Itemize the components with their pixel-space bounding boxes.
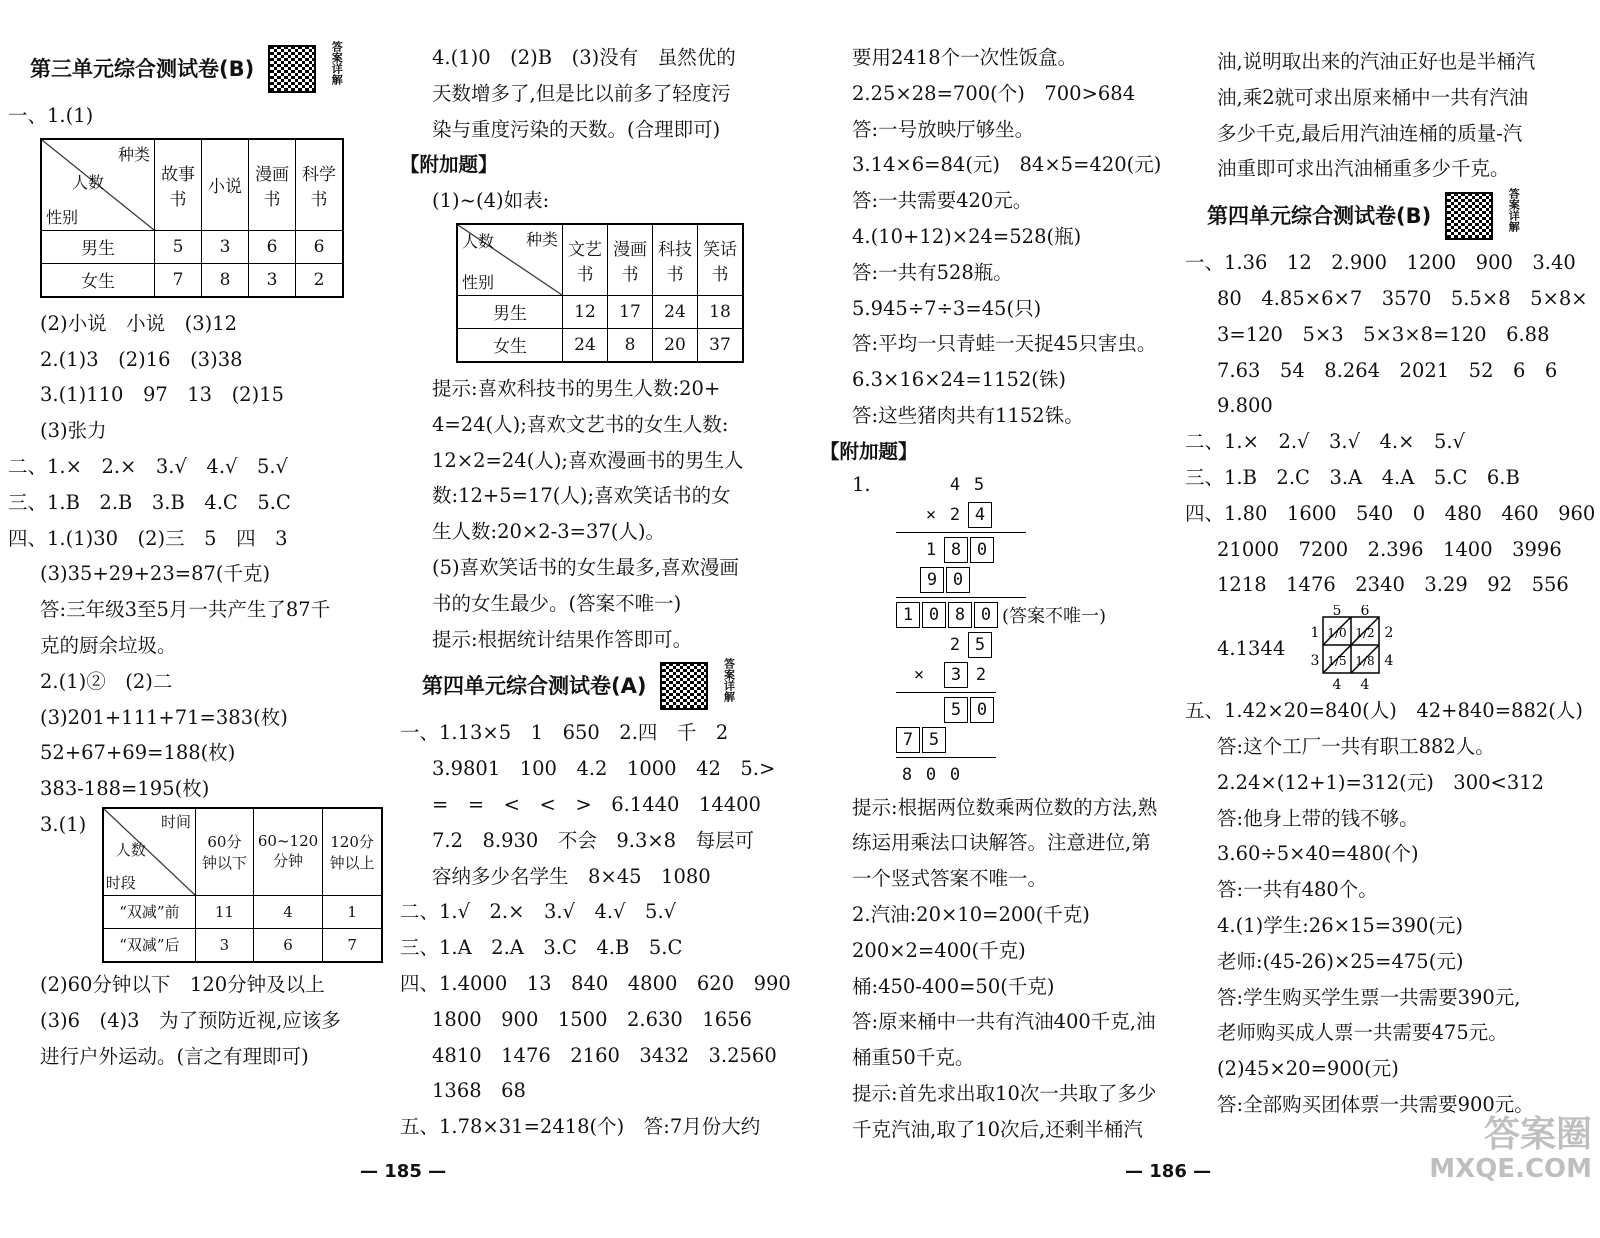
text-line: (1)~(4)如表: [432,189,550,213]
text-line: 2.(1)3 (2)16 (3)38 [40,347,243,371]
digit: 1 [925,539,937,560]
text-line: 答:这个工厂一共有职工882人。 [1217,734,1495,758]
table-header: 文艺书 [563,224,608,296]
table-corner [457,224,563,296]
lattice-right: 2 [1384,625,1394,642]
digit: 2 [949,634,961,655]
stats-table-3 [456,223,744,363]
text-line: 答:一共有528瓶。 [852,260,1013,284]
table-cell: 18 [698,295,744,328]
text-line: 答:全部购买团体票一共需要900元。 [1217,1092,1534,1116]
digit-box: 7 [896,727,920,753]
text-line: 三、1.B 2.C 3.A 4.A 5.C 6.B [1185,465,1520,489]
digit-box: 3 [944,662,968,688]
text-line: 3.9801 100 4.2 1000 42 5.> [432,757,776,781]
text-line: 三、1.B 2.B 3.B 4.C 5.C [8,490,291,514]
text-line: 5.945÷7÷3=45(只) [852,296,1042,320]
digit: 0 [949,764,961,785]
text-line: 二、1.√ 2.× 3.√ 4.√ 5.√ [400,900,677,924]
digit-box: 0 [970,697,994,723]
column-3 [820,40,1180,1148]
table-row [457,295,743,328]
table-corner [103,808,196,896]
text-line: (3)35+29+23=87(千克) [40,562,271,586]
table-header: 漫画书 [249,139,296,231]
text-line: 克的厨余垃圾。 [40,633,177,657]
text-line: 一个竖式答案不唯一。 [852,867,1048,891]
table-cell: 1 [323,895,382,928]
digit-box: 8 [948,602,972,628]
text-line: 多少千克,最后用汽油连桶的质量-汽 [1217,121,1523,145]
table-corner [41,139,155,231]
table-cell: 3 [202,230,249,263]
table-cell: 37 [698,328,744,362]
unit-3-test-b-title: 第三单元综合测试卷(B) [30,57,255,81]
digit-box: 5 [968,632,992,658]
vertical-calc-2 [820,630,1180,790]
table-cell: 6 [296,230,344,263]
lattice-row [1185,603,1595,693]
digit-box: 0 [946,567,970,593]
table-row [41,230,343,263]
table-cell: 男生 [457,295,563,328]
text-line: 四、1.80 1600 540 0 480 460 960 [1185,501,1596,525]
table-header: 小说 [202,139,249,231]
text-line: 桶:450-400=50(千克) [852,974,1055,998]
text-line: 答:平均一只青蛙一天捉45只害虫。 [852,332,1157,356]
text-line: 三、1.A 2.A 3.C 4.B 5.C [400,936,683,960]
text-line: (3)6 (4)3 为了预防近视,应该多 [40,1008,341,1032]
section-title [1185,187,1595,245]
digit-box: 4 [968,502,992,528]
table-row [41,263,343,297]
table-cell: 8 [608,328,653,362]
text-line: 4.(10+12)×24=528(瓶) [852,224,1082,248]
text-line: 五、1.42×20=840(人) 42+840=882(人) [1185,699,1583,723]
stats-table-1 [40,138,344,298]
digit-box: 0 [974,602,998,628]
lattice-left: 1 [1310,625,1320,642]
text-line: 答:三年级3至5月一共产生了87千 [40,598,331,622]
text-line: 2.25×28=700(个) 700>684 [852,81,1136,105]
digit: 2 [949,504,961,525]
text-line: 4.(1)学生:26×15=390(元) [1217,913,1464,937]
stats-table-2 [102,807,383,963]
table-cell: 7 [323,928,382,962]
corner-label: 人数 [72,172,105,192]
text-line: 二、1.× 2.× 3.√ 4.√ 5.√ [8,454,288,478]
lattice-right: 4 [1384,653,1394,670]
text-line: 油,说明取出来的汽油正好也是半桶汽 [1217,50,1536,73]
text-line: 答:一号放映厅够坐。 [852,117,1035,141]
right-page [800,0,1600,1190]
text-line: 4810 1476 2160 3432 3.2560 [432,1043,777,1067]
table-cell: 7 [155,263,202,297]
qr-code-icon [268,45,316,93]
text-line: 数:12+5=17(人);喜欢笑话书的女 [432,484,731,508]
text-line: (2)45×20=900(元) [1217,1057,1399,1081]
watermark-text: 答案圈 [1483,1114,1592,1155]
text-line: 6.3×16×24=1152(铢) [852,368,1066,392]
text-line: (3)201+111+71=383(枚) [40,705,288,729]
table-row [103,895,382,928]
text-line: 二、1.× 2.√ 3.√ 4.× 5.√ [1185,430,1465,454]
digit: 5 [973,474,985,495]
text-line: 4.(1)0 (2)B (3)没有 虽然优的 [432,46,736,69]
digit: 0 [925,764,937,785]
vertical-multiplication [896,470,1106,630]
text-line: 21000 7200 2.396 1400 3996 [1217,537,1562,561]
text-line: 3.(1)110 97 13 (2)15 [40,383,285,407]
table-cell: 8 [202,263,249,297]
table-cell: 17 [608,295,653,328]
text-line: 9.800 [1217,394,1273,418]
text-line: 染与重度污染的天数。(合理即可) [432,117,721,141]
text-line: 提示:首先求出取10次一共取了多少 [852,1081,1157,1105]
lattice-bottom: 4 [1360,677,1370,692]
watermark [1429,1116,1592,1184]
text-line: 1800 900 1500 2.630 1656 [432,1007,752,1031]
text-line: 一、1.(1) [8,104,94,127]
table-header: 科学书 [296,139,344,231]
corner-label: 时间 [160,812,191,831]
text-line: 4=24(人);喜欢文艺书的女生人数: [432,412,729,436]
extra-heading: 【附加题】 [820,439,918,463]
text-line: 提示:喜欢科技书的男生人数:20+ [432,376,721,400]
lattice-multiplication-diagram [1305,605,1401,691]
text-line: 答:他身上带的钱不够。 [1217,806,1419,830]
text-line: 3.(1) [40,812,87,836]
text-line: 提示:根据两位数乘两位数的方法,熟 [852,795,1158,819]
text-line: 80 4.85×6×7 3570 5.5×8 5×8× [1217,286,1588,310]
table-cell: 12 [563,295,608,328]
lattice-cell: 1/2 [1355,626,1375,641]
text-line: 3.60÷5×40=480(个) [1217,842,1419,866]
text-line: 12×2=24(人);喜欢漫画书的男生人 [432,448,744,472]
section-title [8,40,383,98]
text-line: 五、1.78×31=2418(个) 答:7月份大约 [400,1115,761,1139]
digit-box: 9 [920,567,944,593]
vertical-calc-1 [820,470,1180,630]
unit-4-test-a-title: 第四单元综合测试卷(A) [422,674,647,699]
text-line: 3.14×6=84(元) 84×5=420(元) [852,153,1162,177]
table-header: 60~120分钟 [253,808,322,896]
digit-box: 0 [922,602,946,628]
column-1 [8,40,383,1074]
text-line: 答:原来桶中一共有汽油400千克,油 [852,1010,1156,1034]
text-line: 4.1344 [1217,636,1286,660]
text-line: 容纳多少名学生 8×45 1080 [432,864,711,888]
text-line: 7.2 8.930 不会 9.3×8 每层可 [432,828,755,852]
text-line: 383-188=195(枚) [40,777,210,801]
table-header: 故事书 [155,139,202,231]
lattice-left: 3 [1310,653,1320,670]
table-cell: “双减”后 [103,928,196,962]
text-line: 千克汽油,取了10次后,还剩半桶汽 [852,1117,1143,1141]
note: (答案不唯一) [1002,605,1107,627]
digit-box: 8 [944,537,968,563]
text-line: 一、1.36 12 2.900 1200 900 3.40 [1185,251,1576,275]
text-line: (2)60分钟以下 120分钟及以上 [40,972,325,996]
digit: × [913,664,925,685]
table-row [103,928,382,962]
corner-label: 种类 [525,229,558,249]
text-line: 桶重50千克。 [852,1046,975,1070]
table-cell: 4 [253,895,322,928]
table-cell: “双减”前 [103,895,196,928]
qr-label: 答案详解 [330,41,344,85]
page-number: — 185 — [360,1161,447,1182]
lattice-top: 5 [1332,605,1342,620]
qr-label: 答案详解 [1507,188,1521,233]
watermark-url: MXQE.COM [1429,1154,1592,1184]
corner-label: 性别 [46,207,79,227]
corner-label: 人数 [115,840,146,859]
text-line: 答:这些猪肉共有1152铢。 [852,403,1084,427]
text-line: 52+67+69=188(枚) [40,741,236,765]
digit: 8 [901,764,913,785]
extra-heading: 【附加题】 [400,153,498,177]
table-cell: 24 [653,295,698,328]
digit: 2 [975,664,987,685]
corner-label: 人数 [462,231,495,251]
table-cell: 6 [249,230,296,263]
digit: × [925,504,937,525]
digit-box: 1 [896,602,920,628]
digit: 4 [949,474,961,495]
page-number: — 186 — [1125,1161,1212,1182]
qr-code-icon [660,662,708,710]
table-header: 漫画书 [608,224,653,296]
table-cell: 2 [296,263,344,297]
qr-label: 答案详解 [722,658,736,703]
text-line: 进行户外运动。(言之有理即可) [40,1044,309,1068]
table-header: 笑话书 [698,224,744,296]
lattice-cell: 1/0 [1327,626,1347,641]
corner-label: 性别 [462,272,495,292]
corner-label: 种类 [117,144,150,164]
text-line: 老师购买成人票一共需要475元。 [1217,1021,1508,1045]
left-page [0,0,790,1190]
digit-box: 5 [922,727,946,753]
text-line: 老师:(45-26)×25=475(元) [1217,949,1464,973]
table-cell: 3 [249,263,296,297]
text-line: (5)喜欢笑话书的女生最多,喜欢漫画 [432,555,739,579]
text-line: 要用2418个一次性饭盒。 [852,46,1078,69]
corner-label: 时段 [105,873,136,892]
table-header: 120分钟以上 [323,808,382,896]
lattice-cell: 1/8 [1355,654,1375,669]
section-title [400,657,780,715]
lattice-bottom: 4 [1332,677,1342,692]
table-cell: 6 [253,928,322,962]
item-label: 1. [852,472,871,496]
text-line: (3)张力 [40,419,107,443]
digit-box: 0 [970,537,994,563]
text-line: 2.(1)② (2)二 [40,669,173,693]
text-line: 2.汽油:20×10=200(千克) [852,902,1090,926]
text-line: 答:一共有480个。 [1217,878,1378,902]
text-line: 1218 1476 2340 3.29 92 556 [1217,573,1569,597]
table-row [457,328,743,362]
lattice-top: 6 [1360,605,1370,620]
table-cell: 男生 [41,230,155,263]
qr-code-icon [1445,192,1493,240]
text-line: 四、1.(1)30 (2)三 5 四 3 [8,526,288,550]
text-line: 答:一共需要420元。 [852,189,1033,213]
text-line: 油重即可求出汽油桶重多少千克。 [1217,157,1510,181]
table-cell: 3 [196,928,254,962]
table-header: 60分钟以下 [196,808,254,896]
text-line: 200×2=400(千克) [852,938,1026,962]
text-line: 练运用乘法口诀解答。注意进位,第 [852,831,1151,855]
vertical-multiplication [896,630,1180,790]
text-line: 1368 68 [432,1079,526,1103]
table-header: 科技书 [653,224,698,296]
text-line: 生人数:20×2-3=37(人)。 [432,520,665,544]
text-line: = = < < > 6.1440 14400 [432,792,761,816]
text-line: 油,乘2就可求出原来桶中一共有汽油 [1217,85,1529,109]
text-line: (2)小说 小说 (3)12 [40,311,238,335]
column-4 [1185,44,1595,1123]
digit-box: 5 [944,697,968,723]
text-line: 书的女生最少。(答案不唯一) [432,591,682,615]
text-line: 天数增多了,但是比以前多了轻度污 [432,81,731,105]
text-line: 答:学生购买学生票一共需要390元, [1217,985,1521,1009]
text-line: 2.24×(12+1)=312(元) 300<312 [1217,770,1545,794]
table-cell: 女生 [41,263,155,297]
table-cell: 女生 [457,328,563,362]
lattice-cell: 1/5 [1327,654,1347,669]
text-line: 3=120 5×3 5×3×8=120 6.88 [1217,322,1550,346]
text-line: 一、1.13×5 1 650 2.四 千 2 [400,721,729,745]
table-cell: 11 [196,895,254,928]
column-2 [400,40,791,1145]
text-line: 7.63 54 8.264 2021 52 6 6 [1217,358,1558,382]
text-line: 提示:根据统计结果作答即可。 [432,627,693,651]
table-cell: 5 [155,230,202,263]
table-cell: 20 [653,328,698,362]
unit-4-test-b-title: 第四单元综合测试卷(B) [1207,204,1432,229]
text-line: 四、1.4000 13 840 4800 620 990 [400,971,791,995]
table-cell: 24 [563,328,608,362]
